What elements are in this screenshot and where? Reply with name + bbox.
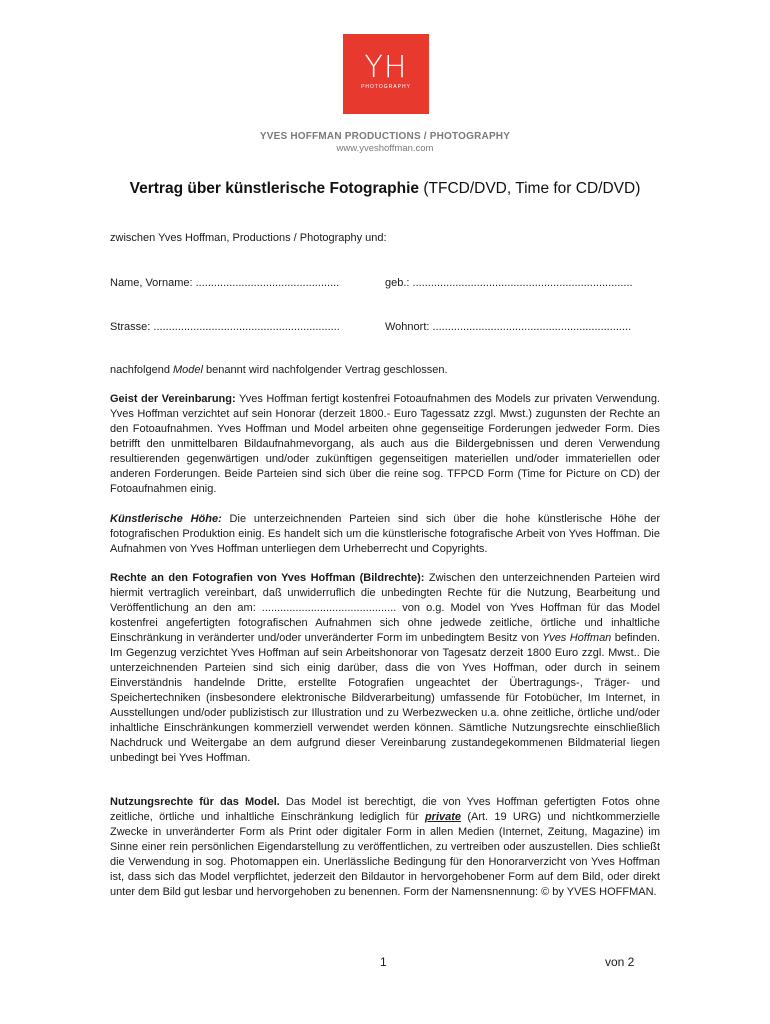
name-field[interactable]: Name, Vorname: ............................................... [110, 277, 340, 289]
section-artistic-heading: Künstlerische Höhe: [110, 513, 222, 525]
section-usage [110, 795, 660, 900]
section-rights-text-2: befinden. Im Gegenzug verzichtet Yves Hoffman auf sein Arbeitshonorar von Tagesatz derzeit 1800 Euro zzgl. Mwst.. Die unterzeichnenden Parteien sind sich einig darüber, dass die von Yves Hoffman, oder durch in seinem Einverständnis handelnde Dritte, erstellte Fotografien ungeachtet der Übertragungs-, Träger- und Speichertechniken (insbesondere elektronische Bildverarbeitung) umfassende für Fotobücher, Im Internet, in Ausstellungen und/oder publizistisch zur Illustration und zu Werbezwecken u.a. ohne zeitliche, örtliche und/oder inhaltliche Einschränkungen kommerziell verwendet werden können. Sämtliche Nutzungsrechte einschließlich Nachdruck und Weitergabe an dem aufgrund dieser Vereinbarung zustandegekommenen Bildmaterial liegen unbedingt bei Yves Hoffman. [110, 632, 660, 764]
logo-mark: YH [364, 50, 408, 85]
lead-after: benannt wird nachfolgender Vertrag geschlossen. [202, 364, 448, 376]
section-usage-heading: Nutzungsrechte für das Model. [110, 796, 280, 808]
section-rights-name: Yves Hoffman [542, 632, 612, 644]
yh-logo [343, 34, 429, 114]
logo-subtitle: PHOTOGRAPHY [361, 84, 411, 90]
page-number: 1 [380, 955, 387, 969]
section-usage-text-2: (Art. 19 URG) und nichtkommerzielle Zwecke in unveränderter Form als Print oder digitaler Form in allen Medien (Internet, Zeitung, Magazine) im Sinne einer rein persönlichen Eigendarstellung zu veröffentlichen, zu vertreiben oder auszustellen. Dies schließt die Verwendung in sog. Photomappen ein. Unerlässliche Bedingung für den Honorarverzicht von Yves Hoffman ist, dass sich das Model verpflichtet, jederzeit den Bildautor in hervorgehobener Form auf dem Bild, oder direkt unter dem Bild gut lesbar und hervorgehoben zu benennen. Form der Namensnennung: © by YVES HOFFMAN. [110, 811, 661, 898]
section-rights [110, 571, 660, 766]
page-total: von 2 [605, 955, 635, 969]
document-title [0, 180, 770, 198]
title-bold: Vertrag über künstlerische Fotographie [129, 180, 420, 197]
brand-name: YVES HOFFMAN PRODUCTIONS / PHOTOGRAPHY [259, 131, 511, 142]
section-usage-text-1: Das Model ist berechtigt, die von Yves Hoffman gefertigten Fotos ohne zeitliche, örtliche und inhaltliche Einschränkung lediglich für [110, 796, 660, 823]
section-rights-text-1: Zwischen den unterzeichnenden Parteien wird hiermit vertraglich vereinbart, daß unwiderruflich die unbedingten Rechte für die Nutzung, Bearbeitung und Veröffentlichung an den am: ............................................ von o.g. Model von Yves Hoffman für das Model kostenfrei angefertigten fotografischen Aufnahmen sich ohne jedwede zeitliche, örtliche und inhaltliche Einschränkung in veränderter und/oder unveränderter Form im unbedingtem Besitz von [110, 572, 660, 644]
section-spirit-heading: Geist der Vereinbarung: [110, 393, 236, 405]
section-rights-heading: Rechte an den Fotografien von Yves Hoffman (Bildrechte): [110, 572, 425, 584]
lead-model: Model [173, 364, 203, 376]
title-suffix: (TFCD/DVD, Time for CD/DVD) [419, 180, 641, 197]
residence-field[interactable]: Wohnort: ................................................................. [385, 321, 632, 333]
section-artistic-text: Die unterzeichnenden Parteien sind sich über die hohe künstlerische Höhe der fotografischen Produktion einig. Es handelt sich um die künstlerische fotografische Arbeit von Yves Hoffman. Die Aufnahmen von Yves Hoffman unterliegen dem Urheberrecht und Copyrights. [110, 513, 660, 555]
lead-before: nachfolgend [110, 364, 173, 376]
street-field[interactable]: Strasse: ............................................................. [110, 321, 340, 333]
section-usage-private: private [424, 811, 462, 823]
section-spirit-text: Yves Hoffman fertigt kostenfrei Fotoaufnahmen des Models zur privaten Verwendung. Yves Hoffman verzichtet auf sein Honorar (derzeit 1800.- Euro Tagessatz zzgl. Mwst.) zugunsten der Rechte an den Fotoaufnahmen. Yves Hoffman und Model arbeiten ohne gegenseitige Forderungen jedweder Form. Dies betrifft den unmittelbaren Bildaufnahmevorgang, als auch aus die Bildergebnissen und deren Verwendung resultierenden gegenwärtigen und/oder zukünftigen gegenseitigen materiellen und/oder immateriellen oder anderen Forderungen. Beide Parteien sind sich über die reine sog. TFPCD Form (Time for Picture on CD) der Fotoaufnahmen einig. [110, 393, 660, 495]
birthdate-field[interactable]: geb.: ........................................................................ [385, 277, 633, 289]
intro-line: zwischen Yves Hoffman, Productions / Photography und: [110, 232, 387, 244]
lead-sentence [110, 363, 448, 378]
section-artistic [110, 512, 660, 557]
section-spirit [110, 392, 660, 497]
brand-url[interactable]: www.yveshoffman.com [336, 143, 434, 154]
